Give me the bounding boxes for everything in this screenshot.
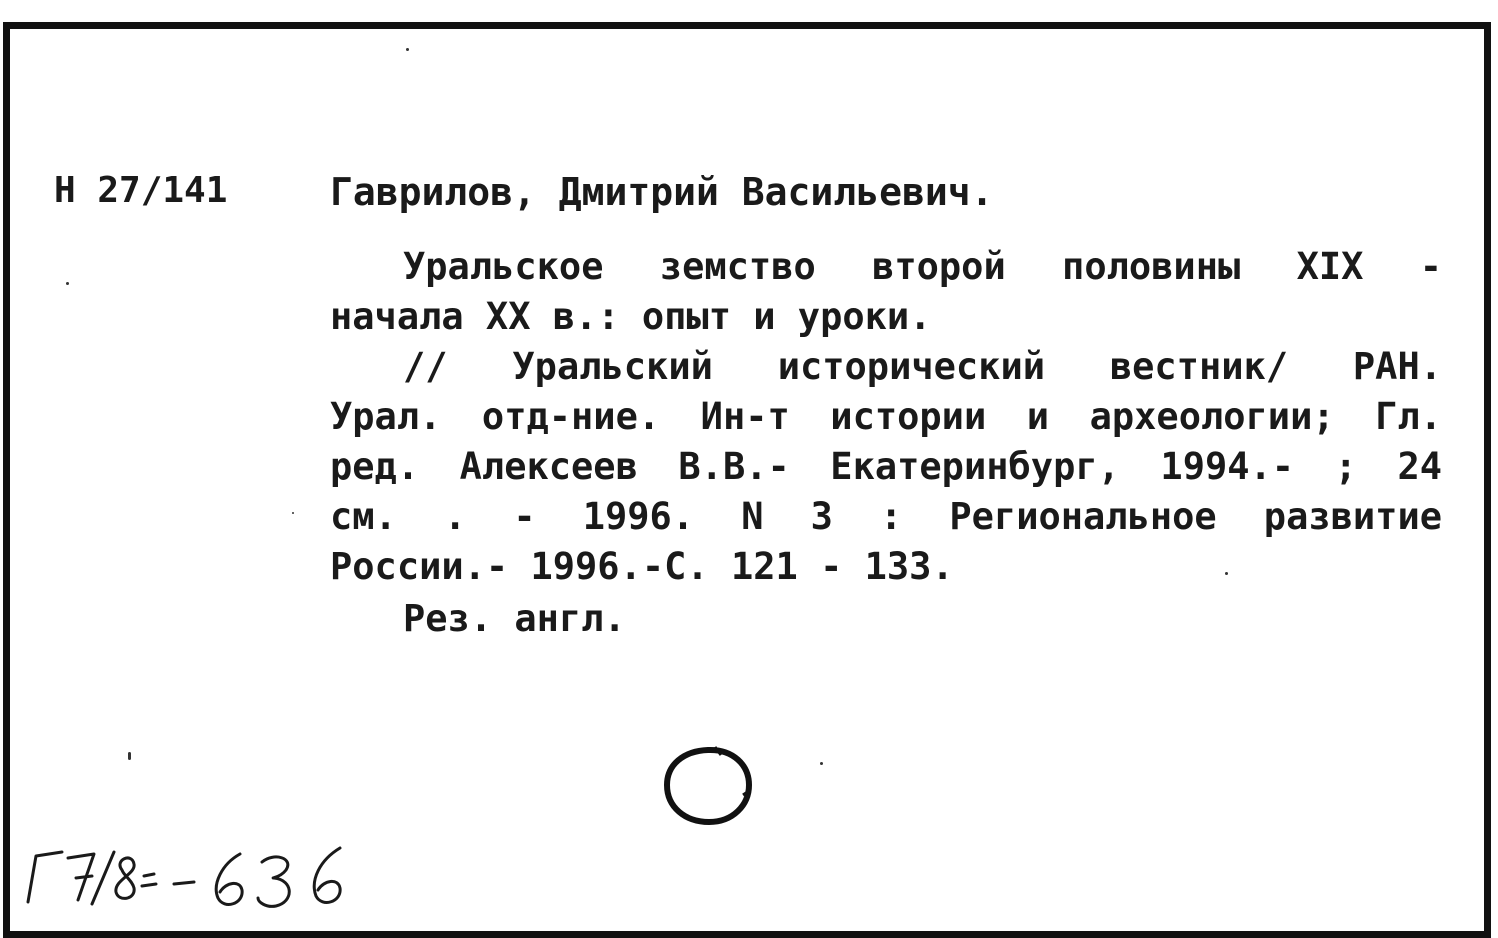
author-heading: Гаврилов, Дмитрий Васильевич.	[330, 170, 994, 214]
speck	[66, 282, 69, 285]
speck	[406, 48, 409, 51]
speck	[820, 762, 823, 765]
source-line-5: России.- 1996.-С. 121 - 133.	[330, 545, 954, 588]
punch-hole-icon	[663, 745, 753, 825]
source-line-3: ред. Алексеев В.В.- Екатеринбург, 1994.- ; 24	[330, 445, 1442, 488]
shelf-mark: Н 27/141	[54, 170, 228, 211]
speck	[292, 512, 294, 514]
speck	[128, 752, 131, 760]
source-line-1: // Уральский исторический вестник/ РАН.	[403, 345, 1442, 388]
title-line-1: Уральское земство второй половины XIX -	[403, 245, 1442, 288]
source-line-4: см. . - 1996. N 3 : Региональное развитие	[330, 495, 1442, 538]
title-line-2: начала XX в.: опыт и уроки.	[330, 295, 932, 338]
source-line-2: Урал. отд-ние. Ин-т истории и археологии; Гл.	[330, 395, 1442, 438]
speck	[1225, 572, 1228, 575]
handwritten-inventory-number	[22, 840, 382, 920]
summary-note: Рез. англ.	[403, 597, 626, 640]
